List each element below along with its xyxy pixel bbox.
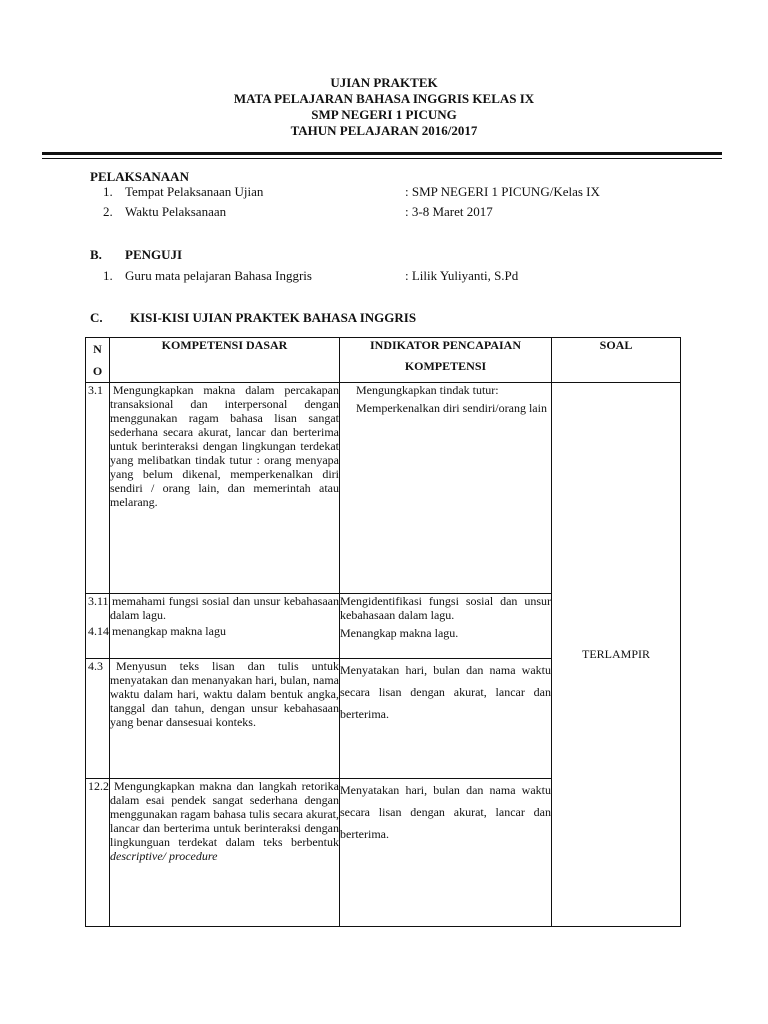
row1-kd xyxy=(88,383,340,594)
section-a-item1-value: : SMP NEGERI 1 PICUNG/Kelas IX xyxy=(405,184,600,199)
section-b-letter: B. xyxy=(90,247,102,262)
header-ind-line1: INDIKATOR PENCAPAIAN xyxy=(369,338,521,352)
header-no-top: N xyxy=(93,342,102,356)
header-kompetensi-dasar xyxy=(110,338,340,383)
soal-cell xyxy=(552,383,681,927)
header-soal xyxy=(552,338,681,383)
doc-title-line2: MATA PELAJARAN BAHASA INGGRIS KELAS IX xyxy=(233,91,535,106)
row3-no xyxy=(86,659,110,779)
row3-kd-text: 4.3 Menyusun teks lisan dan tulis untuk menyatakan dan menanyakan hari, bulan, nama waktu dalam hari, waktu dalam bentuk angka, tanggal dan tahun, dengan unsur kebahasaan yang benar dansesuai konteks. xyxy=(88,659,339,729)
row4-indikator xyxy=(340,779,552,927)
row2-ind-text2: Menangkap makna lagu. xyxy=(340,626,459,640)
header-rule-thick xyxy=(42,152,722,155)
header-soal-label: SOAL xyxy=(599,338,633,352)
soal-value: TERLAMPIR xyxy=(581,647,650,661)
row1-ind-text2: Memperkenalkan diri sendiri/orang lain xyxy=(356,401,547,415)
table-header-row xyxy=(86,338,681,383)
row2-indikator xyxy=(340,594,552,659)
kisi-kisi-table xyxy=(85,337,681,927)
row2-ind-text1: Mengidentifikasi fungsi sosial dan unsur kebahasaan dalam lagu. xyxy=(340,594,551,622)
section-a-title: PELAKSANAAN xyxy=(90,169,189,184)
row4-kd xyxy=(88,779,340,927)
doc-title-line3: SMP NEGERI 1 PICUNG xyxy=(311,107,457,122)
row4-ind-text: Menyatakan hari, bulan dan nama waktu secara lisan dengan akurat, lancar dan berterima. xyxy=(340,783,551,841)
section-c-letter: C. xyxy=(90,310,103,325)
section-a-item2-label: Waktu Pelaksanaan xyxy=(125,204,227,219)
section-b-title: PENGUJI xyxy=(125,247,183,262)
section-a-item1-label: Tempat Pelaksanaan Ujian xyxy=(125,184,264,199)
row3-kd xyxy=(88,659,340,779)
section-a-item2-value: : 3-8 Maret 2017 xyxy=(405,204,493,219)
header-kd-label: KOMPETENSI DASAR xyxy=(161,338,288,352)
row3-ind-text: Menyatakan hari, bulan dan nama waktu secara lisan dengan akurat, lancar dan berterima. xyxy=(340,663,551,721)
row1-indikator xyxy=(340,383,552,594)
row4-no xyxy=(86,779,110,927)
row4-kd-italic: descriptive/ procedure xyxy=(110,849,218,863)
section-c-title: KISI-KISI UJIAN PRAKTEK BAHASA INGGRIS xyxy=(130,310,417,325)
table-row xyxy=(86,383,681,594)
header-ind-line2: KOMPETENSI xyxy=(404,359,487,373)
header-rule-thin xyxy=(42,158,722,159)
header-no-bottom: O xyxy=(92,364,103,378)
row2-kd-text1: 3.11 memahami fungsi sosial dan unsur kebahasaan dalam lagu. xyxy=(88,594,339,622)
section-a-item2-num: 2. xyxy=(103,204,113,219)
row2-kd xyxy=(88,594,340,659)
doc-title-line4: TAHUN PELAJARAN 2016/2017 xyxy=(290,123,478,138)
section-b-item1-num: 1. xyxy=(103,268,113,283)
row4-kd-text: 12.2 Mengungkapkan makna dan langkah retorika dalam esai pendek sangat sederhana dengan menggunakan ragam bahasa tulis secara akurat, lancar dan berterima untuk berinteraksi dengan lingkunguan terdekat dalam teks berbentuk xyxy=(88,779,339,849)
doc-title-line1: UJIAN PRAKTEK xyxy=(330,75,438,90)
row3-indikator xyxy=(340,659,552,779)
section-b-item1-label: Guru mata pelajaran Bahasa Inggris xyxy=(125,268,312,283)
header-no xyxy=(86,338,110,383)
section-a-item1-num: 1. xyxy=(103,184,113,199)
header-indikator xyxy=(340,338,552,383)
row1-ind-text1: Mengungkapkan tindak tutur: xyxy=(356,383,499,397)
row2-kd-text2: 4.14 menangkap makna lagu xyxy=(88,624,226,638)
row1-kd-text: 3.1 Mengungkapkan makna dalam percakapan transaksional dan interpersonal dengan menggunakan ragam bahasa lisan sangat sederhana secara akurat, lancar dan berterima untuk berinteraksi dengan lingkungan terdekat yang melibatkan tindak tutur : orang menyapa yang belum dikenal, memperkenalkan diri sendiri / orang lain, dan memerintah atau melarang. xyxy=(88,383,339,509)
section-b-item1-value: : Lilik Yuliyanti, S.Pd xyxy=(405,268,519,283)
row1-no xyxy=(86,383,110,594)
